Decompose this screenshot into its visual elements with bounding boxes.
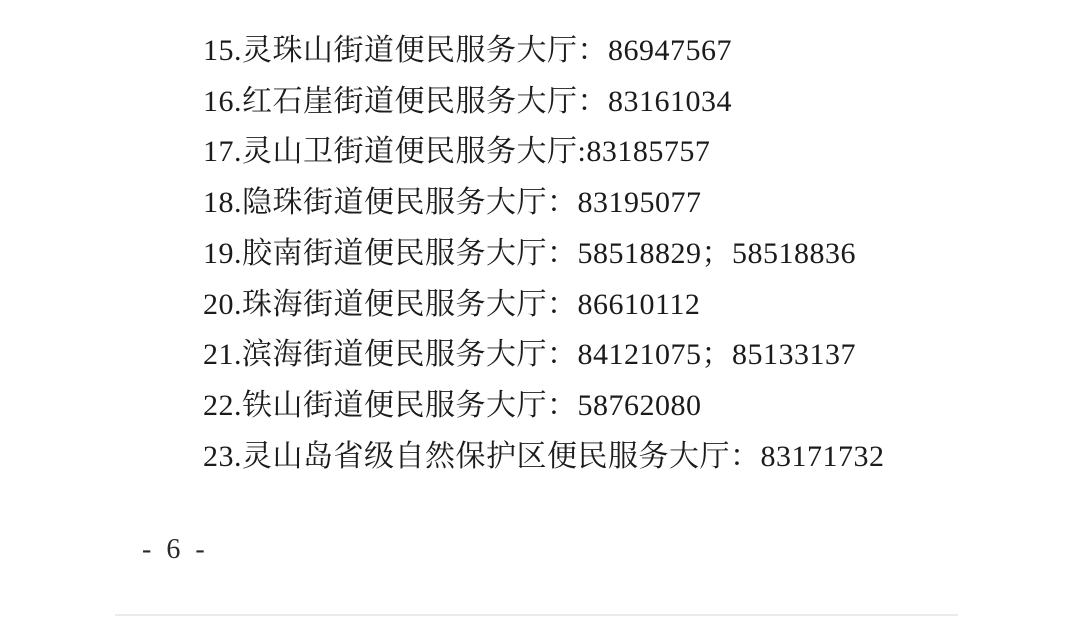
- directory-entry: 23.灵山岛省级自然保护区便民服务大厅：83171732: [203, 439, 885, 473]
- directory-entry: 18.隐珠街道便民服务大厅：83195077: [203, 186, 702, 220]
- directory-entry: 20.珠海街道便民服务大厅：86610112: [203, 287, 701, 321]
- directory-entry: 15.灵珠山街道便民服务大厅：86947567: [203, 34, 732, 67]
- directory-entry: 16.红石崖街道便民服务大厅：83161034: [203, 84, 732, 118]
- directory-entry: 22.铁山街道便民服务大厅：58762080: [203, 388, 702, 422]
- directory-entry: 21.滨海街道便民服务大厅：84121075；85133137: [203, 338, 856, 372]
- page-number: - 6 -: [142, 534, 209, 565]
- directory-entry: 17.灵山卫街道便民服务大厅:83185757: [203, 135, 711, 169]
- bottom-divider-line: [115, 614, 958, 616]
- service-hall-directory: [203, 26, 885, 482]
- directory-entry: 19.胶南街道便民服务大厅：58518829；58518836: [203, 236, 856, 270]
